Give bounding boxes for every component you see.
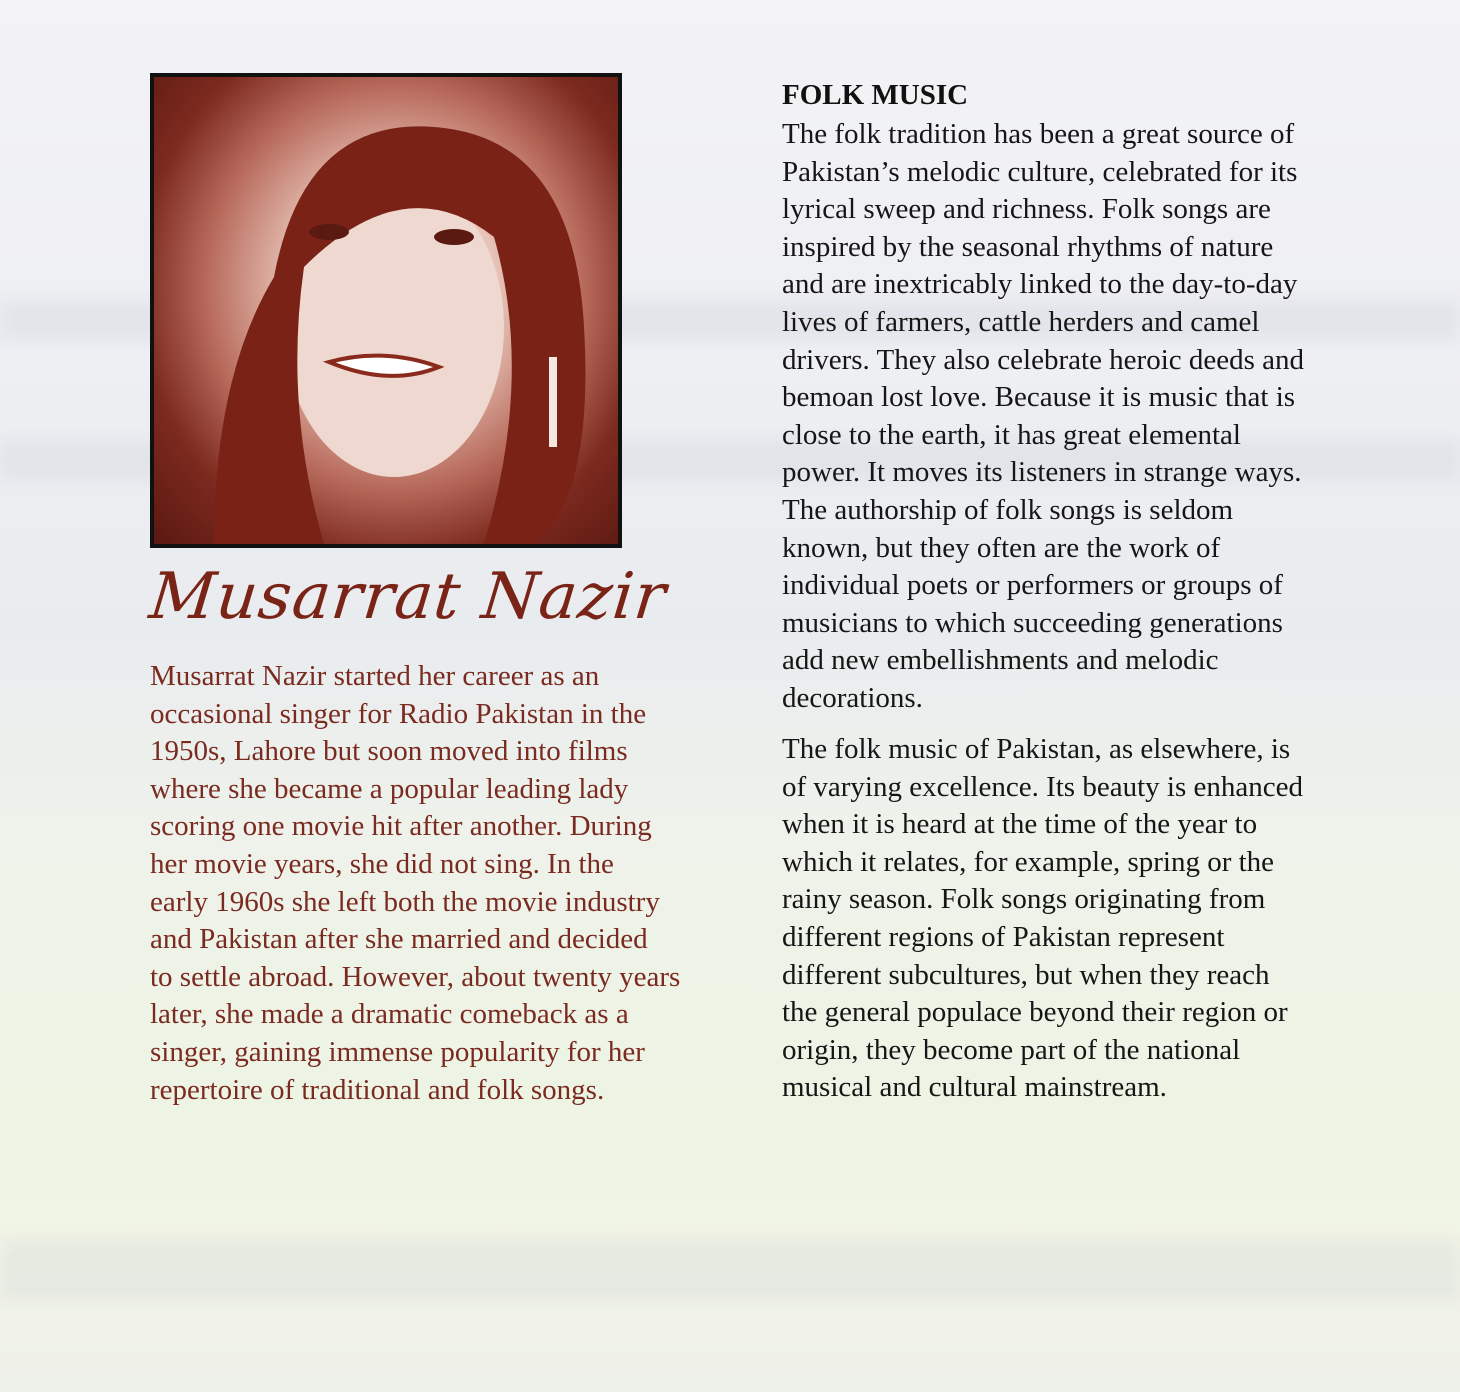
text-line: different subcultures, but when they reach [782,958,1270,991]
artist-name-signature: Musarrat Nazir [146,560,670,634]
text-line: bemoan lost love. Because it is music that is [782,381,1296,414]
text-line: later, she made a dramatic comeback as a [150,998,629,1031]
text-line: Musarrat Nazir started her career as an [150,660,600,692]
text-line: Pakistan’s melodic culture, celebrated for its [782,155,1298,188]
text-line: occasional singer for Radio Pakistan in the [150,697,647,730]
text-line: The authorship of folk songs is seldom [782,493,1234,526]
text-line: close to the earth, it has great elemental [782,418,1241,451]
text-line: scoring one movie hit after another. During [150,810,652,843]
text-line: which it relates, for example, spring or the [782,845,1275,878]
text-line: and are inextricably linked to the day-to-day [782,268,1298,301]
text-line: and Pakistan after she married and decided [150,923,648,956]
text-line: musicians to which succeeding generations [782,606,1283,639]
text-line: repertoire of traditional and folk songs. [150,1073,605,1106]
text-line: rainy season. Folk songs originating from [782,883,1266,916]
text-line: lives of farmers, cattle herders and camel [782,305,1260,338]
text-line: The folk tradition has been a great source of [782,118,1295,150]
text-line: when it is heard at the time of the year to [782,808,1258,841]
text-line: singer, gaining immense popularity for her [150,1035,645,1068]
text-line: to settle abroad. However, about twenty years [150,960,681,993]
text-line: of varying excellence. Its beauty is enhanced [782,770,1303,803]
text-line: inspired by the seasonal rhythms of nature [782,230,1274,263]
artist-bio [150,658,680,1109]
text-line: origin, they become part of the national [782,1033,1241,1066]
text-line: her movie years, she did not sing. In the [150,847,614,880]
text-line: musical and cultural mainstream. [782,1071,1167,1104]
text-line: power. It moves its listeners in strange ways. [782,456,1302,489]
article-heading: FOLK MUSIC [782,79,969,111]
text-line: where she became a popular leading lady [150,772,629,805]
text-line: the general populace beyond their region or [782,996,1288,1029]
text-line: decorations. [782,681,923,714]
text-line: drivers. They also celebrate heroic deeds and [782,343,1305,376]
portrait-photo [150,73,622,548]
text-line: lyrical sweep and richness. Folk songs are [782,193,1271,226]
text-line: The folk music of Pakistan, as elsewhere, is [782,733,1291,765]
text-line: individual poets or performers or groups of [782,569,1283,602]
text-line: 1950s, Lahore but soon moved into films [150,735,628,768]
background-streak [0,1240,1460,1300]
text-line: add new embellishments and melodic [782,644,1219,677]
text-line: known, but they often are the work of [782,531,1221,564]
article-paragraph-1 [782,116,1304,718]
article-paragraph-2 [782,731,1303,1107]
text-line: different regions of Pakistan represent [782,920,1225,953]
text-line: early 1960s she left both the movie industry [150,885,660,918]
